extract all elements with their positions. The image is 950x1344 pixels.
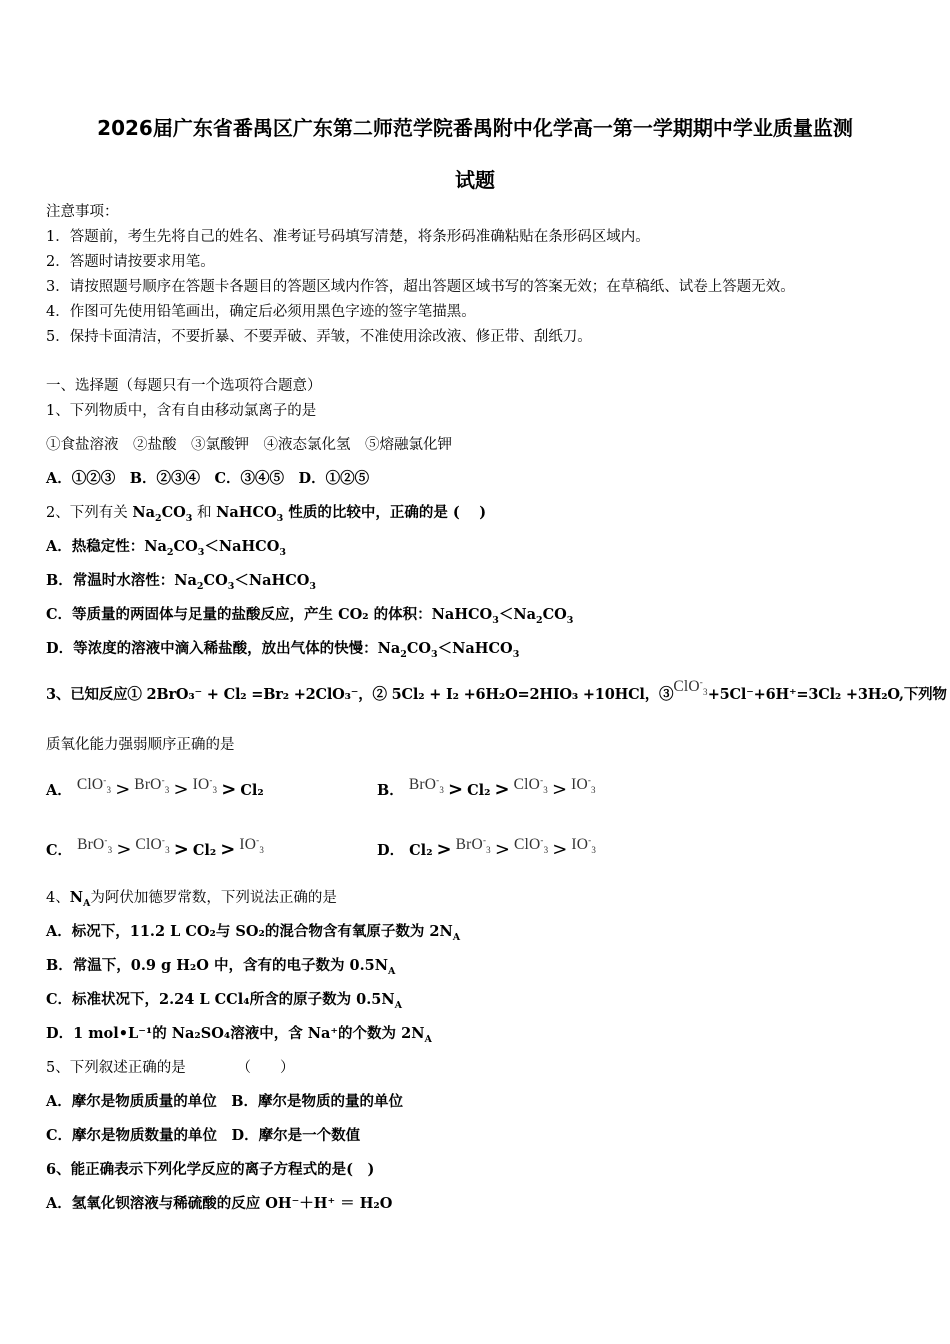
question-2-stem: 2、下列有关 $Na_2CO_3$ 和 NaHCO$_3$ 性质的比较中，正确的是 ( ) (46, 504, 487, 524)
page-title: 2026届广东省番禺区广东第二师范学院番禺附中化学高一第一学期期中学业质量监测 (97, 116, 853, 140)
question-3-stem-line2: 质氧化能力强弱顺序正确的是 (46, 737, 235, 753)
question-2-option-b: B．常温时水溶性：$Na_2CO_3<NaHCO_3$ (46, 572, 316, 592)
question-3-stem: 3、已知反应① 2BrO₃⁻ + Cl₂ =Br₂ +2ClO₃⁻，② 5Cl₂ + I₂ +6H₂O=2HIO₃ +10HCl，③ClO-$_3$+5Cl⁻+6H⁺=3Cl₂ +3H₂O,下列物 (46, 676, 947, 703)
notice-item: 3．请按照题号顺序在答题卡各题目的答题区域内作答，超出答题区域书写的答案无效；在草稿纸、试卷上答题无效。 (46, 279, 795, 295)
question-6-option-a: A．氢氧化钡溶液与稀硫酸的反应 OH⁻＋H⁺ ＝ H₂O (46, 1195, 393, 1212)
question-2-option-d: D．等浓度的溶液中滴入稀盐酸，放出气体的快慢：$Na_2CO_3<NaHCO_3$ (46, 640, 520, 660)
notice-item: 1．答题前，考生先将自己的姓名、准考证号码填写清楚，将条形码准确粘贴在条形码区域内。 (46, 229, 650, 245)
notice-heading: 注意事项： (46, 204, 119, 220)
question-2-option-a: A．热稳定性：$Na_2CO_3<NaHCO_3$ (46, 538, 286, 558)
question-6-stem: 6、能正确表示下列化学反应的离子方程式的是( ) (46, 1161, 375, 1178)
question-3-option-a: A． $ClO^-_3 > BrO^-_3 > IO^-_3 > Cl_2$ (46, 774, 264, 800)
question-1-options: A．①②③ B．②③④ C．③④⑤ D．①②⑤ (46, 470, 370, 487)
notice-item: 5．保持卡面清洁，不要折暴、不要弄破、弄皱，不准使用涂改液、修正带、刮纸刀。 (46, 329, 592, 345)
question-4-option-b: B．常温下，0.9 g H₂O 中，含有的电子数为 $0.5N_A$ (46, 957, 396, 977)
question-4-stem: 4、$N_A$为阿伏加德罗常数，下列说法正确的是 (46, 889, 337, 909)
page-title-line2: 试题 (455, 168, 495, 192)
section-heading: 一、选择题（每题只有一个选项符合题意） (46, 378, 322, 394)
notice-item: 2．答题时请按要求用笔。 (46, 254, 215, 270)
notice-item: 4．作图可先使用铅笔画出，确定后必须用黑色字迹的签字笔描黑。 (46, 304, 476, 320)
question-2-option-c: C．等质量的两固体与足量的盐酸反应，产生 CO₂ 的体积：$NaHCO_3<Na_2CO_3$ (46, 606, 574, 626)
question-3-option-c: C． $BrO^-_3 > ClO^-_3 > Cl_2 > IO^-_3$ (46, 834, 265, 860)
question-4-option-c: C．标准状况下，2.24 L CCl₄所含的原子数为 $0.5N_A$ (46, 991, 402, 1011)
question-5-options-cd: C．摩尔是物质数量的单位 D．摩尔是一个数值 (46, 1127, 361, 1144)
question-5-stem: 5、下列叙述正确的是 （ ） (46, 1060, 295, 1076)
question-3-option-b: B． $BrO^-_3 > Cl_2 > ClO^-_3 > IO^-_3$ (377, 774, 596, 800)
question-4-option-a: A．标况下，11.2 L CO₂与 SO₂的混合物含有氧原子数为 $2N_A$ (46, 923, 461, 943)
question-4-option-d: D．1 mol•L⁻¹的 Na₂SO₄溶液中，含 Na⁺的个数为 $2N_A$ (46, 1025, 432, 1045)
question-5-options-ab: A．摩尔是物质质量的单位 B．摩尔是物质的量的单位 (46, 1093, 404, 1110)
question-1-items: ①食盐溶液 ②盐酸 ③氯酸钾 ④液态氯化氢 ⑤熔融氯化钾 (46, 437, 452, 453)
question-1-stem: 1、下列物质中，含有自由移动氯离子的是 (46, 403, 317, 419)
question-3-option-d: D． $Cl_2 > BrO^-_3 > ClO^-_3 > IO^-_3$ (377, 834, 597, 860)
